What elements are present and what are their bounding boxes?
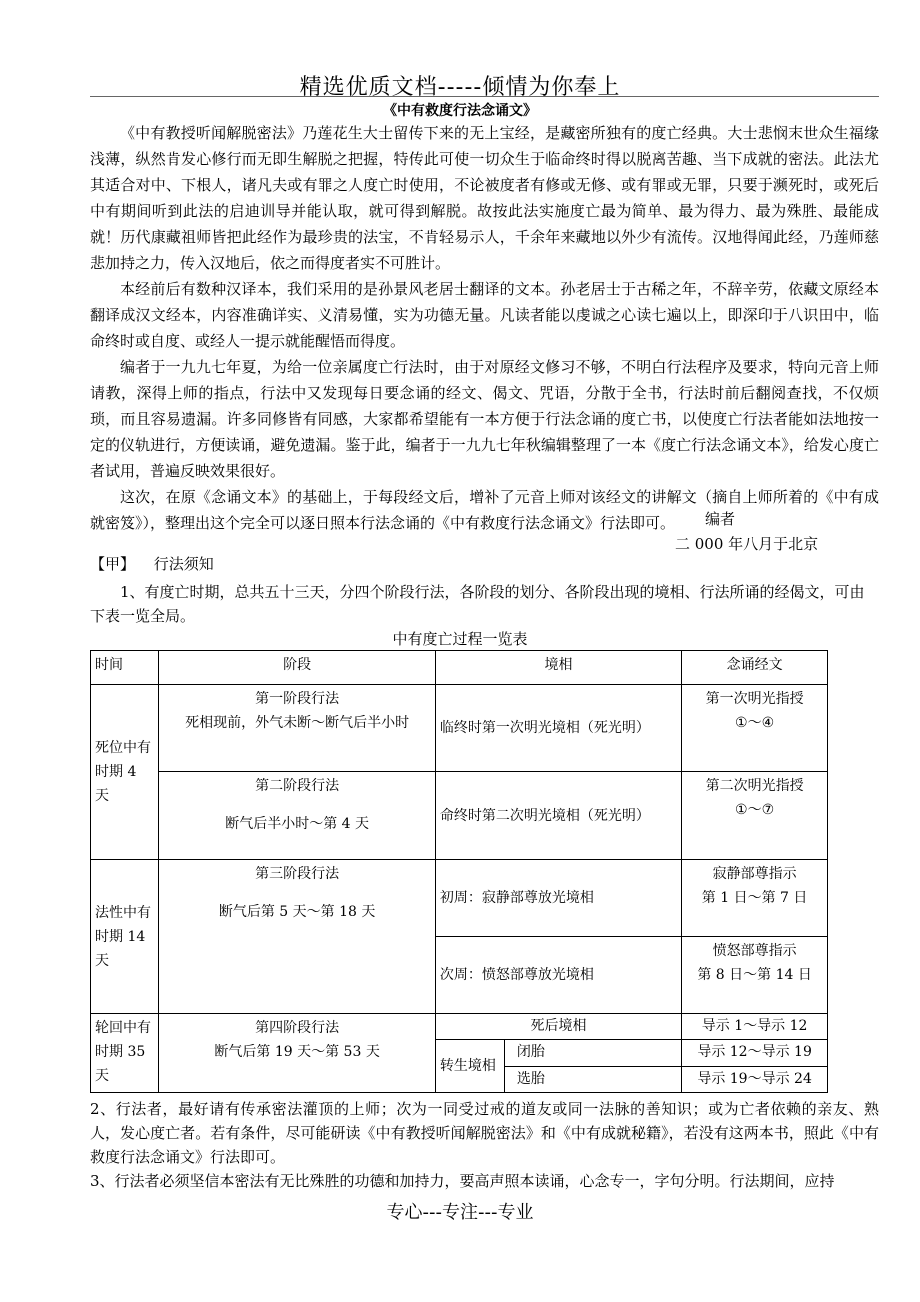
document-title: 《中有救度行法念诵文》: [383, 103, 537, 119]
text-cell: 导示 12～导示 19: [682, 1040, 828, 1067]
intro-body: [90, 120, 879, 536]
text-cell: 导示 1～导示 12: [682, 1014, 828, 1040]
stage-cell: [159, 685, 436, 772]
scene-cell: 初周：寂静部尊放光境相: [435, 860, 681, 937]
item-2: 2、行法者，最好请有传承密法灌顶的上师；次为一同受过戒的道友或同一法脉的善知识；或为亡者依赖的亲友、熟人，发心度亡者。若有条件，尽可能研读《中有教授听闻解脱密法》和《中有成就秘籍》，若没有这两本书，照此《中有救度行法念诵文》行法即可。: [90, 1100, 879, 1166]
table-header-row: [91, 651, 828, 685]
section-tag: 【甲】: [90, 555, 136, 573]
stage-desc: 死相现前，外气未断～断气后半小时: [185, 715, 410, 731]
text-line: ①～④: [735, 715, 775, 731]
items-after-table: [90, 1097, 879, 1193]
scene-cell: 临终时第一次明光境相（死光明）: [435, 685, 681, 772]
text-line: 第 8 日～第 14 日: [697, 967, 812, 983]
text-line: 第一次明光指授: [705, 691, 804, 707]
stage-name: 第三阶段行法: [255, 866, 340, 882]
stage-name: 第二阶段行法: [255, 778, 340, 794]
text-cell: 导示 19～导示 24: [682, 1066, 828, 1093]
stage-cell: [159, 1014, 436, 1093]
section-title: 行法须知: [153, 555, 214, 573]
paragraph: 本经前后有数种汉译本，我们采用的是孙景风老居士翻译的文本。孙老居士于古稀之年，不辞辛劳，依藏文原经本翻译成汉文经本，内容准确详实、义清易懂，实为功德无量。凡读者能以虔诚之心读七遍以上，即深印于八识田中，临命终时或自度、或经人一提示就能醒悟而得度。: [90, 280, 879, 350]
signature-date: 二 000 年八月于北京: [675, 535, 819, 553]
text-cell: [682, 937, 828, 1014]
table-row: [91, 860, 828, 937]
table-row: [91, 772, 828, 860]
scene-cell: 次周：愤怒部尊放光境相: [435, 937, 681, 1014]
stage-name: 第四阶段行法: [255, 1020, 340, 1036]
header-cell: 念诵经文: [682, 651, 828, 685]
item-3: 3、行法者必须坚信本密法有无比殊胜的功德和加持力，要高声照本读诵，心念专一，字句分明。行法期间，应持: [90, 1172, 835, 1190]
header-divider: [90, 96, 879, 97]
text-line: 愤怒部尊指示: [712, 943, 797, 959]
text-line: 第二次明光指授: [705, 778, 804, 794]
text-cell: [682, 685, 828, 772]
text-cell: [682, 772, 828, 860]
period-cell: 死位中有时期 4 天: [91, 685, 159, 860]
table-row: [91, 1014, 828, 1040]
page-header: 精选优质文档-----倾情为你奉上: [299, 75, 621, 100]
page-footer: 专心---专注---专业: [386, 1202, 534, 1223]
text-cell: [682, 860, 828, 937]
scene-cell: 死后境相: [435, 1014, 681, 1040]
text-line: 第 1 日～第 7 日: [701, 890, 808, 906]
stage-cell: [159, 772, 436, 860]
table-caption: 中有度亡过程一览表: [392, 630, 528, 648]
header-cell: 阶段: [159, 651, 436, 685]
header-cell: 境相: [435, 651, 681, 685]
paragraph: 编者于一九九七年夏，为给一位亲属度亡行法时，由于对原经文修习不够，不明白行法程序及要求，特向元音上师请教，深得上师的指点，行法中又发现每日要念诵的经文、偈文、咒语，分散于全书，行法时前后翻阅查找，不仅烦琐，而且容易遗漏。许多同修皆有同感，大家都希望能有一本方便于行法念诵的度亡书，以使度亡行法者能如法地按一定的仪轨进行，方便读诵，避免遗漏。鉴于此，编者于一九九七年秋编辑整理了一本《度亡行法念诵文本》，给发心度亡者试用，普遍反映效果很好。: [90, 358, 879, 480]
item-text: 1、有度亡时期，总共五十三天，分四个阶段行法，各阶段的划分、各阶段出现的境相、行法所诵的经偈文，可由下表一览全局。: [90, 583, 865, 625]
stage-desc: 断气后第 19 天～第 53 天: [214, 1044, 380, 1060]
stage-name: 第一阶段行法: [255, 691, 340, 707]
scene-cell: 命终时第二次明光境相（死光明）: [435, 772, 681, 860]
stage-desc: 断气后半小时～第 4 天: [225, 816, 370, 832]
text-line: 寂静部尊指示: [712, 866, 797, 882]
rebirth-label: 转生境相: [436, 1040, 505, 1092]
period-cell: 法性中有时期 14 天: [91, 860, 159, 1014]
stage-cell: [159, 860, 436, 1014]
rebirth-closed: 闭胎: [504, 1040, 681, 1066]
text-line: ①～⑦: [735, 802, 775, 818]
paragraph: 这次，在原《念诵文本》的基础上，于每段经文后，增补了元音上师对该经文的讲解文（摘自上师所着的《中有成就密笈》），整理出这个完全可以逐日照本行法念诵的《中有救度行法念诵文》行法即可。: [90, 488, 879, 532]
process-table: [90, 650, 828, 1093]
rebirth-choose: 选胎: [516, 1070, 545, 1087]
item-1: [90, 580, 879, 628]
header-cell: 时间: [91, 651, 159, 685]
signature-author: 编者: [705, 510, 736, 528]
table-row: [91, 685, 828, 772]
stage-desc: 断气后第 5 天～第 18 天: [218, 904, 376, 920]
paragraph: 《中有教授听闻解脱密法》乃莲花生大士留传下来的无上宝经，是藏密所独有的度亡经典。大士悲悯末世众生福缘浅薄，纵然肯发心修行而无即生解脱之把握，特传此可使一切众生于临命终时得以脱离苦趣、当下成就的密法。此法尤其适合对中、下根人，诸凡夫或有罪之人度亡时使用，不论被度者有修或无修、或有罪或无罪，只要于濒死时，或死后中有期间听到此法的启迪训导并能认取，就可得到解脱。故按此法实施度亡最为简单、最为得力、最为殊胜、最能成就！历代康藏祖师皆把此经作为最珍贵的法宝，不肯轻易示人，千余年来藏地以外少有流传。汉地得闻此经，乃莲师慈悲加持之力，传入汉地后，依之而得度者实不可胜计。: [90, 124, 879, 272]
rebirth-cell: [435, 1040, 681, 1093]
period-cell: 轮回中有时期 35 天: [91, 1014, 159, 1093]
section-heading: [90, 553, 214, 574]
